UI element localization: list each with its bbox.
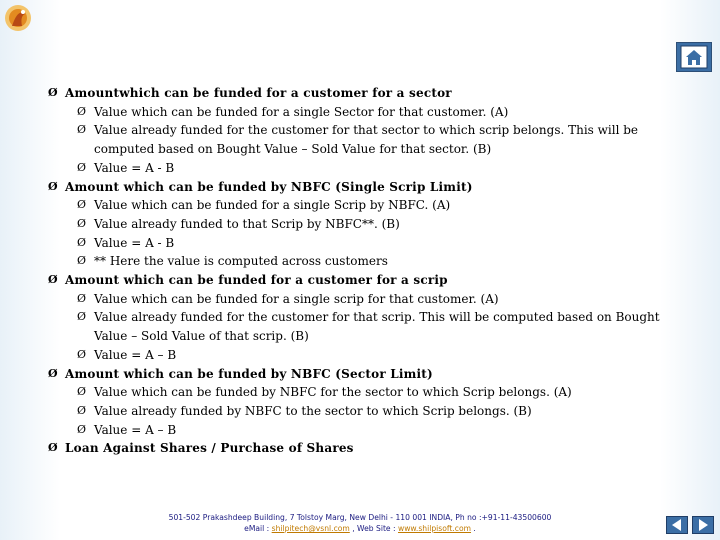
arrow-bullet-icon: Ø	[48, 179, 58, 193]
footer-end: .	[471, 524, 476, 533]
outline-subitem	[48, 234, 688, 253]
arrow-bullet-icon: Ø	[77, 310, 87, 324]
next-slide-button[interactable]	[692, 516, 714, 534]
outline-subitem	[48, 121, 688, 158]
outline-subitem	[48, 252, 688, 271]
outline-subitem-text: Value which can be funded for a single Sector for that customer. (A)	[94, 104, 509, 119]
outline-item	[48, 439, 688, 458]
slide-content	[48, 84, 688, 458]
web-label: , Web Site :	[349, 524, 398, 533]
footer-contact	[0, 523, 720, 534]
arrow-bullet-icon: Ø	[77, 422, 87, 436]
previous-slide-button[interactable]	[666, 516, 688, 534]
outline-item-text: Amountwhich can be funded for a customer for a sector	[65, 86, 452, 100]
outline-subitem	[48, 308, 688, 345]
home-icon	[677, 43, 711, 71]
outline-subitem	[48, 346, 688, 365]
website-link[interactable]: www.shilpisoft.com	[397, 524, 472, 533]
outline-item-text: Loan Against Shares / Purchase of Shares	[65, 441, 354, 456]
outline-subitem	[48, 421, 688, 440]
footer-address: 501-502 Prakashdeep Building, 7 Tolstoy Marg, New Delhi - 110 001 INDIA, Ph no :+91-11-43500600	[168, 513, 552, 522]
outline-subitem	[48, 290, 688, 309]
outline-item-text: Amount which can be funded by NBFC (Single Scrip Limit)	[65, 179, 473, 194]
outline-item	[48, 84, 688, 103]
outline-item	[48, 365, 688, 384]
arrow-bullet-icon: Ø	[48, 366, 58, 380]
arrow-bullet-icon: Ø	[77, 254, 87, 268]
arrow-bullet-icon: Ø	[77, 216, 87, 230]
outline-subitem	[48, 383, 688, 402]
outline-subitem-text: Value already funded by NBFC to the sector to which Scrip belongs. (B)	[94, 403, 532, 418]
outline-subitem-text: Value = A – B	[94, 422, 177, 437]
arrow-left-icon	[667, 517, 687, 533]
outline-subitem	[48, 103, 688, 122]
outline-item	[48, 178, 688, 197]
arrow-bullet-icon: Ø	[77, 347, 87, 361]
outline-item	[48, 271, 688, 290]
outline-item-text: Amount which can be funded for a customer for a scrip	[65, 273, 448, 288]
arrow-bullet-icon: Ø	[48, 86, 58, 99]
arrow-bullet-icon: Ø	[77, 235, 87, 249]
outline-subitem	[48, 402, 688, 421]
outline-subitem-text: Value already funded for the customer for that sector to which scrip belongs. This will be computed based on Bought Value – Sold Value for that sector. (B)	[94, 123, 639, 157]
arrow-bullet-icon: Ø	[48, 441, 58, 455]
arrow-bullet-icon: Ø	[77, 198, 87, 212]
arrow-bullet-icon: Ø	[77, 123, 87, 137]
home-button[interactable]	[676, 42, 712, 72]
outline-item-text: Amount which can be funded by NBFC (Sector Limit)	[65, 366, 433, 381]
outline-subitem-text: Value which can be funded for a single scrip for that customer. (A)	[94, 291, 499, 306]
outline-subitem	[48, 215, 688, 234]
arrow-right-icon	[693, 517, 713, 533]
company-logo-icon	[2, 2, 35, 35]
arrow-bullet-icon: Ø	[77, 160, 87, 174]
outline-subitem-text: Value which can be funded for a single Scrip by NBFC. (A)	[94, 198, 451, 213]
arrow-bullet-icon: Ø	[48, 273, 58, 287]
arrow-bullet-icon: Ø	[77, 385, 87, 399]
outline-subitem-text: Value already funded to that Scrip by NBFC**. (B)	[94, 216, 400, 231]
arrow-bullet-icon: Ø	[77, 403, 87, 417]
email-label: eMail :	[244, 524, 272, 533]
email-link[interactable]: shilpitech@vsnl.com	[271, 524, 350, 533]
arrow-bullet-icon: Ø	[77, 291, 87, 305]
outline-subitem-text: Value = A - B	[94, 160, 175, 175]
outline-subitem-text: ** Here the value is computed across customers	[94, 254, 388, 269]
outline-subitem-text: Value = A – B	[94, 347, 177, 362]
outline-subitem-text: Value which can be funded by NBFC for the sector to which Scrip belongs. (A)	[94, 385, 572, 400]
footer	[0, 512, 720, 534]
outline-subitem	[48, 159, 688, 178]
arrow-bullet-icon: Ø	[77, 104, 87, 118]
outline-subitem-text: Value = A - B	[94, 235, 175, 250]
outline-subitem	[48, 196, 688, 215]
outline-subitem-text: Value already funded for the customer for that scrip. This will be computed based on Bought Value – Sold Value of that scrip. (B)	[94, 310, 660, 344]
